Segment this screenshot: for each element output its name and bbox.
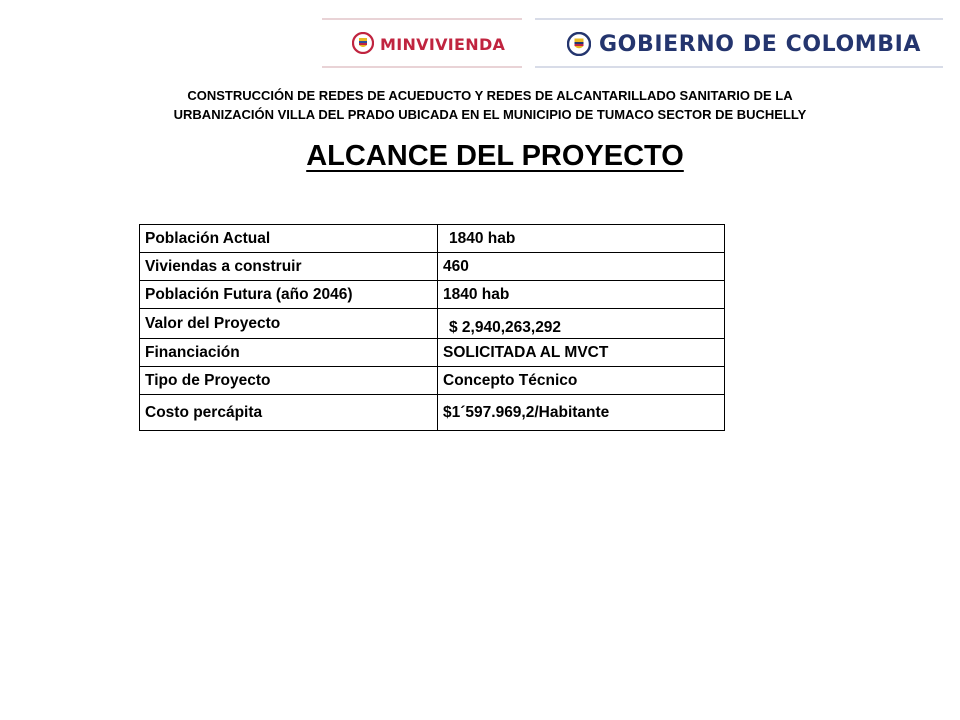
page-title — [0, 140, 960, 173]
row-label: Tipo de Proyecto — [140, 367, 438, 395]
row-label: Población Futura (año 2046) — [140, 281, 438, 309]
table-row — [140, 253, 725, 281]
row-label: Población Actual — [140, 225, 438, 253]
subtitle-line-1: CONSTRUCCIÓN DE REDES DE ACUEDUCTO Y REDES DE ALCANTARILLADO SANITARIO DE LA — [187, 88, 793, 103]
project-scope-table — [139, 224, 725, 431]
table-row — [140, 309, 725, 339]
minvivienda-logo — [322, 18, 522, 68]
gobierno-brand-text: GOBIERNO DE COLOMBIA — [599, 32, 922, 57]
table-row — [140, 339, 725, 367]
row-value: 460 — [438, 253, 725, 281]
row-value: $1´597.969,2/Habitante — [438, 395, 725, 431]
row-label: Costo percápita — [140, 395, 438, 431]
table-row — [140, 367, 725, 395]
project-subtitle — [90, 86, 890, 124]
row-value: 1840 hab — [438, 281, 725, 309]
row-value: $ 2,940,263,292 — [438, 309, 725, 339]
row-label: Financiación — [140, 339, 438, 367]
subtitle-line-2: URBANIZACIÓN VILLA DEL PRADO UBICADA EN EL MUNICIPIO DE TUMACO SECTOR DE BUCHELLY — [173, 107, 807, 122]
row-label: Valor del Proyecto — [140, 309, 438, 339]
minvivienda-brand-text: MINVIVIENDA — [380, 35, 506, 54]
row-value: SOLICITADA AL MVCT — [438, 339, 725, 367]
table-row — [140, 281, 725, 309]
colombia-coat-of-arms-icon — [567, 32, 591, 56]
row-value: 1840 hab — [438, 225, 725, 253]
table-row — [140, 395, 725, 431]
gobierno-de-colombia-logo — [535, 18, 943, 68]
row-value: Concepto Técnico — [438, 367, 725, 395]
page-title-text: ALCANCE DEL PROYECTO — [306, 140, 684, 172]
table-row — [140, 225, 725, 253]
row-label: Viviendas a construir — [140, 253, 438, 281]
colombia-coat-of-arms-icon — [352, 32, 374, 54]
